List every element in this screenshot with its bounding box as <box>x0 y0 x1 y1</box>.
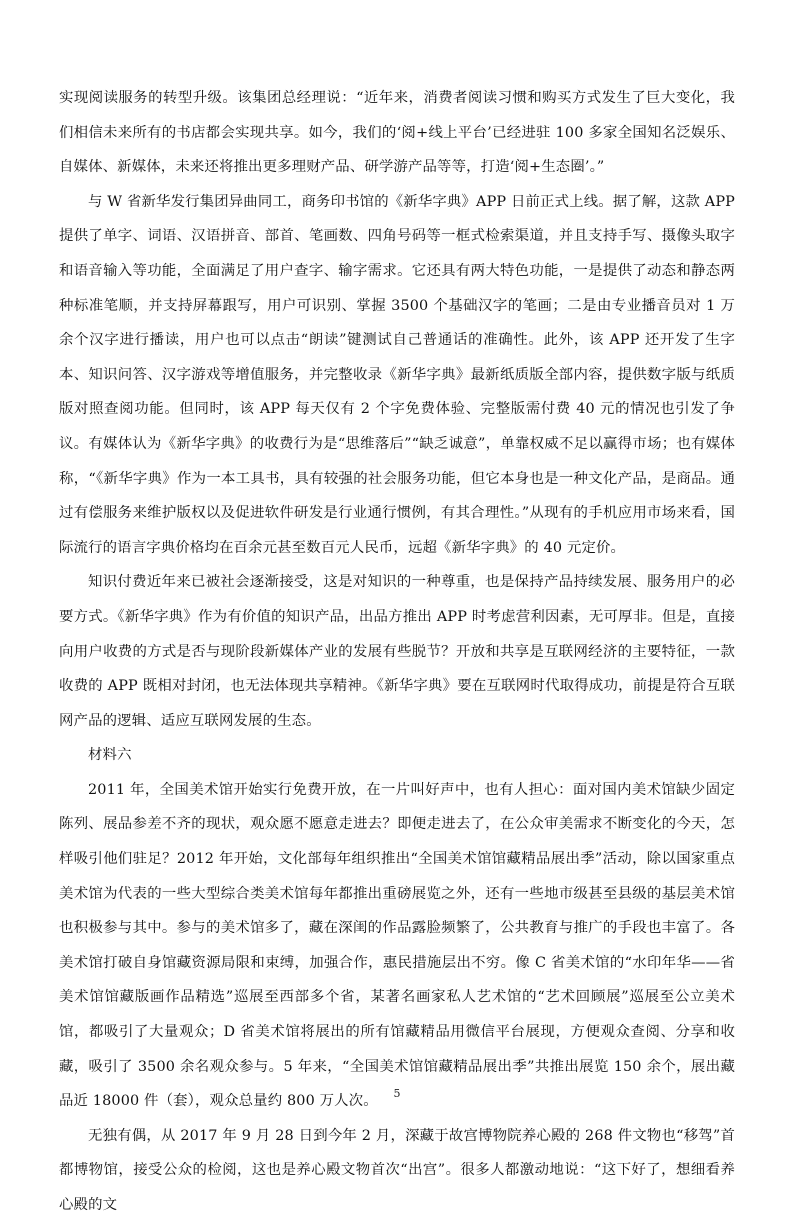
page-number: 5 <box>393 1087 401 1100</box>
section-heading-material-six: 材料六 <box>88 747 132 764</box>
paragraph-continuation: 实现阅读服务的转型升级。该集团总经理说：“近年来，消费者阅读习惯和购买方式发生了巨大变化，我们相信未来所有的书店都会实现共享。如今，我们的‘阅+线上平台’已经进驻 100 多家全国知名泛娱乐、自媒体、新媒体，未来还将推出更多理财产品、研学游产品等等，打造‘阅+生态圈’。” <box>59 90 735 176</box>
paragraph-xinhua-dictionary-app: 与 W 省新华发行集团异曲同工，商务印书馆的《新华字典》APP 日前正式上线。据了解，这款 APP 提供了单字、词语、汉语拼音、部首、笔画数、四角号码等一框式检索渠道，并且支持手写、摄像头取字和语音输入等功能，全面满足了用户查字、输字需求。它还具有两大特色功能，一是提供了动态和静态两种标准笔顺，并支持屏幕跟写，用户可识别、掌握 3500 个基础汉字的笔画；二是由专业播音员对 1 万余个汉字进行播读，用户也可以点击“朗读”键测试自己普通话的准确性。此外，该 APP 还开发了生字本、知识问答、汉字游戏等增值服务，并完整收录《新华字典》最新纸质版全部内容，提供数字版与纸质版对照查阅功能。但同时，该 APP 每天仅有 2 个字免费体验、完整版需付费 40 元的情况也引发了争议。有媒体认为《新华字典》的收费行为是“思维落后”“缺乏诚意”，单靠权威不足以赢得市场；也有媒体称，“《新华字典》作为一本工具书，具有较强的社会服务功能，但它本身也是一种文化产品，是商品。通过有偿服务来维护版权以及促进软件研发是行业通行惯例，有其合理性。”从现有的手机应用市场来看，国际流行的语言字典价格均在百余元甚至数百元人民币，远超《新华字典》的 40 元定价。 <box>59 193 735 556</box>
document-body <box>59 81 735 1223</box>
paragraph-palace-museum: 无独有偶，从 2017 年 9 月 28 日到今年 2 月，深藏于故宫博物院养心殿的 268 件文物也“移驾”首都博物馆，接受公众的检阅，这也是养心殿文物首次“出宫”。很多人都激动地说：“这下好了，想细看养心殿的文 <box>59 1127 735 1213</box>
paragraph-art-museums: 2011 年，全国美术馆开始实行免费开放，在一片叫好声中，也有人担心：面对国内美术馆缺少固定陈列、展品参差不齐的现状，观众愿不愿意走进去？即便走进去了，在公众审美需求不断变化的今天，怎样吸引他们驻足？2012 年开始，文化部每年组织推出“全国美术馆馆藏精品展出季”活动，除以国家重点美术馆为代表的一些大型综合类美术馆每年都推出重磅展览之外，还有一些地市级甚至县级的基层美术馆也积极参与其中。参与的美术馆多了，藏在深闺的作品露脸频繁了，公共教育与推广的手段也丰富了。各美术馆打破自身馆藏资源局限和束缚，加强合作，惠民措施层出不穷。像 C 省美术馆的“水印年华——省美术馆馆藏版画作品精选”巡展至西部多个省，某著名画家私人艺术馆的“艺术回顾展”巡展至公立美术馆，都吸引了大量观众；D 省美术馆将展出的所有馆藏精品用微信平台展现，方便观众查阅、分享和收藏，吸引了 3500 余名观众参与。5 年来，“全国美术馆馆藏精品展出季”共推出展览 150 余个，展出藏品近 18000 件（套），观众总量约 800 万人次。 <box>59 781 735 1110</box>
paragraph-knowledge-payment: 知识付费近年来已被社会逐渐接受，这是对知识的一种尊重，也是保持产品持续发展、服务用户的必要方式。《新华字典》作为有价值的知识产品，出品方推出 APP 时考虑营利因素，无可厚非。但是，直接向用户收费的方式是否与现阶段新媒体产业的发展有些脱节？开放和共享是互联网经济的主要特征，一款收费的 APP 既相对封闭，也无法体现共享精神。《新华字典》要在互联网时代取得成功，前提是符合互联网产品的逻辑、适应互联网发展的生态。 <box>59 574 735 729</box>
